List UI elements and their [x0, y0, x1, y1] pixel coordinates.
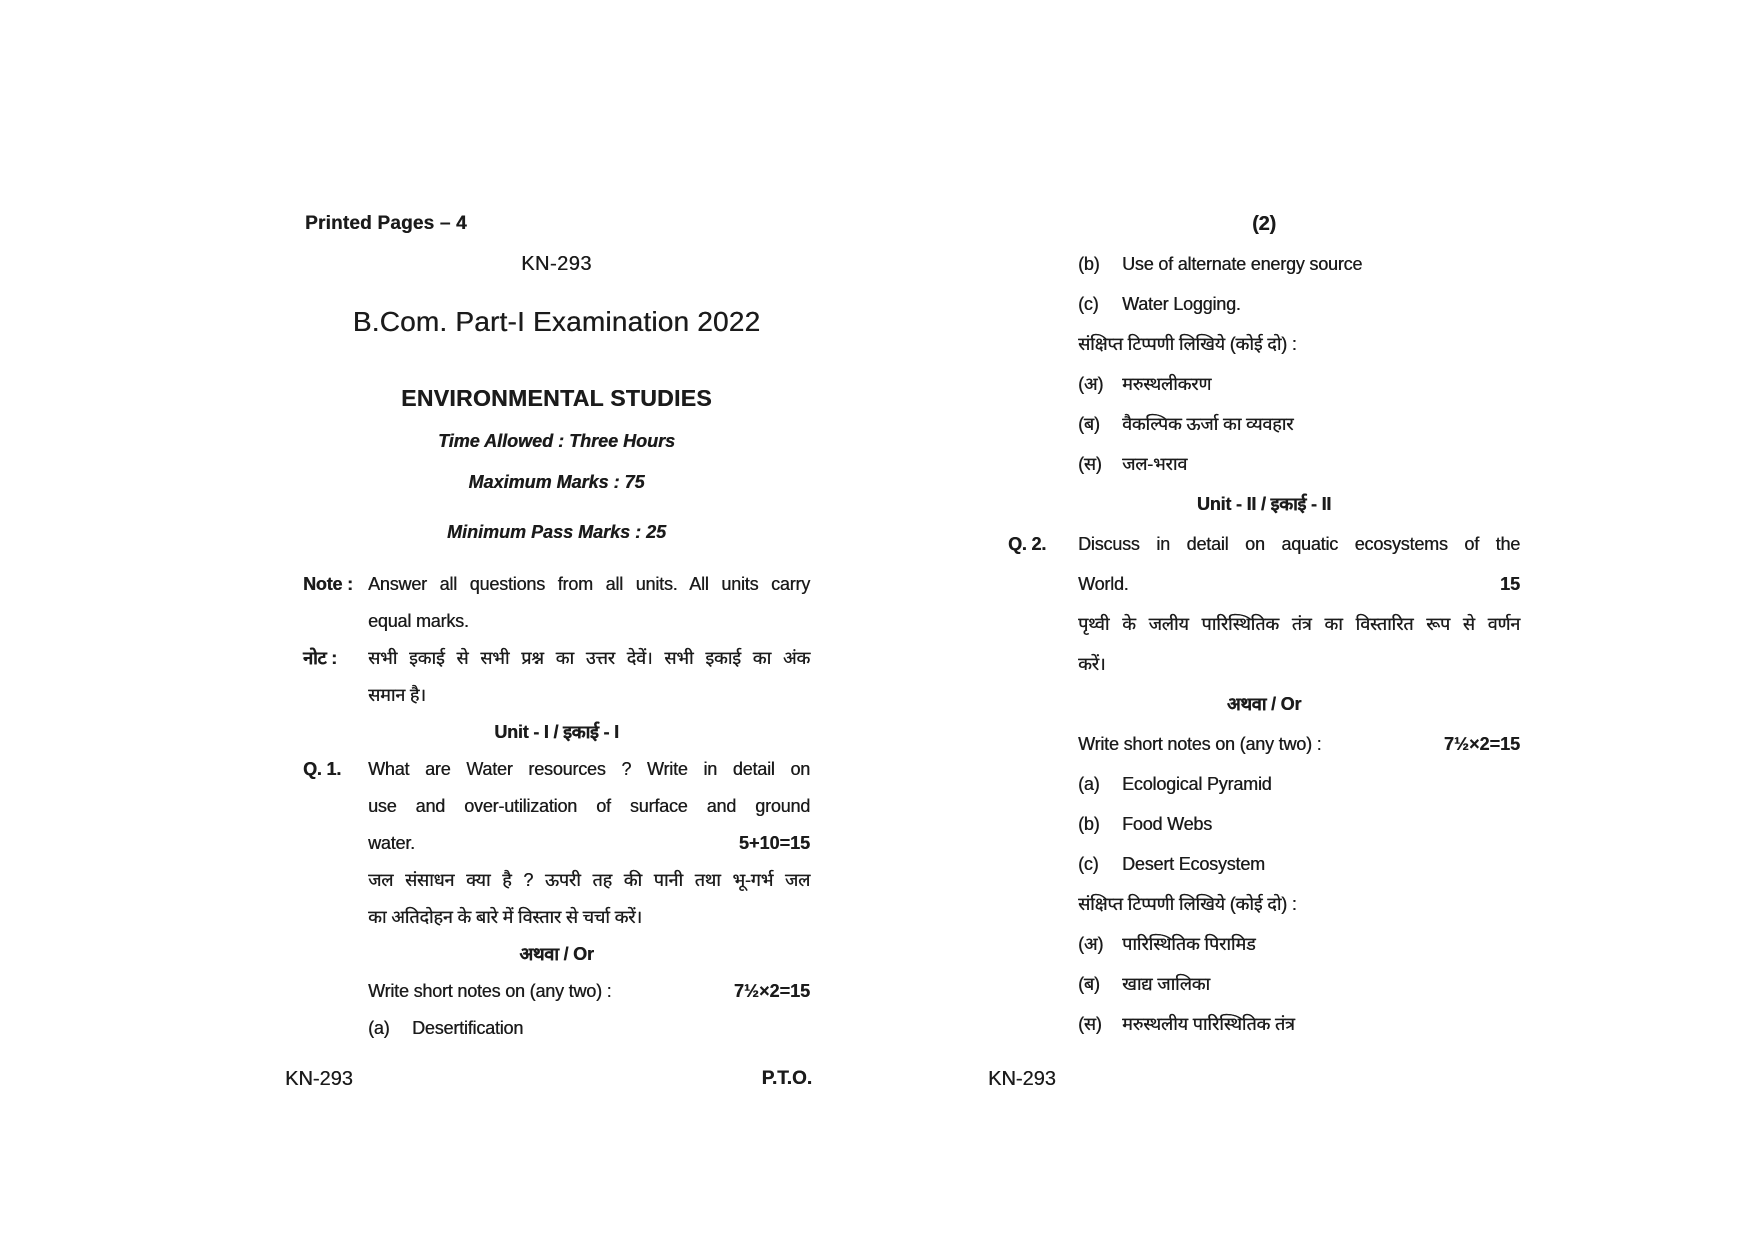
- option-text: पारिस्थितिक पिरामिड: [1122, 934, 1256, 954]
- note-hi-line-2: [303, 677, 810, 714]
- option-text: Ecological Pyramid: [1122, 774, 1272, 794]
- option-label: (c): [1078, 294, 1099, 314]
- right-page: [1008, 204, 1520, 1044]
- question-2-text-1: Discuss in detail on aquatic ecosystems of the: [1078, 534, 1520, 554]
- option-text: Desert Ecosystem: [1122, 854, 1265, 874]
- option-label: (अ): [1078, 934, 1104, 954]
- note-hi-text-1: सभी इकाई से सभी प्रश्न का उत्तर देवें। सभी इकाई का अंक: [368, 648, 810, 668]
- option-item-a-left: [303, 1010, 810, 1047]
- option-text: खाद्य जालिका: [1122, 974, 1210, 994]
- note-en-line-1: [303, 566, 810, 603]
- option-label: (स): [1078, 1014, 1102, 1034]
- or-heading-left: अथवा / Or: [519, 944, 594, 964]
- question-1-hindi-text-1: जल संसाधन क्या है ? ऊपरी तह की पानी तथा भू-गर्भ जल: [368, 870, 810, 890]
- question-2-text-2: World.: [1078, 574, 1129, 594]
- or-heading-right: अथवा / Or: [1226, 694, 1302, 714]
- hindi-option-6: [1008, 1004, 1520, 1044]
- question-1-hindi-text-2: का अतिदोहन के बारे में विस्तार से चर्चा करें।: [368, 907, 642, 927]
- page-number: (2): [1252, 213, 1276, 235]
- short-notes-prompt-left: Write short notes on (any two) :: [368, 981, 612, 1001]
- option-label: (c): [1078, 854, 1099, 874]
- paper-code-header: KN-293: [521, 253, 592, 275]
- option-label: (ब): [1078, 974, 1100, 994]
- question-2-hindi-text-1: पृथ्वी के जलीय पारिस्थितिक तंत्र का विस्तारित रूप से वर्णन: [1078, 614, 1520, 634]
- option-text: जल-भराव: [1122, 454, 1188, 474]
- option-item-a-right: [1008, 764, 1520, 804]
- right-page-footer: [988, 1068, 1056, 1091]
- option-text: Food Webs: [1122, 814, 1212, 834]
- left-page-body: [303, 566, 810, 1047]
- question-2-marks: 15: [1499, 574, 1520, 594]
- hindi-option-3: [1008, 444, 1520, 484]
- note-label-en: Note :: [303, 574, 353, 594]
- option-label: (b): [1078, 254, 1100, 274]
- option-text: मरुस्थलीकरण: [1122, 374, 1212, 394]
- option-item-b-right: [1008, 804, 1520, 844]
- note-en-text-2: equal marks.: [368, 611, 469, 631]
- note-label-hi: नोट :: [303, 648, 337, 668]
- short-notes-prompt-right: Write short notes on (any two) :: [1078, 734, 1322, 754]
- question-2-line-2: [1008, 564, 1520, 604]
- question-2-label: Q. 2.: [1008, 534, 1047, 554]
- hindi-option-5: [1008, 964, 1520, 1004]
- hindi-option-4: [1008, 924, 1520, 964]
- option-text: वैकल्पिक ऊर्जा का व्यवहार: [1122, 414, 1294, 434]
- option-item-c: [1008, 284, 1520, 324]
- option-text: Desertification: [412, 1018, 524, 1038]
- question-1-text-1: What are Water resources ? Write in detail on: [368, 759, 810, 779]
- note-en-text-1: Answer all questions from all units. All units carry: [368, 574, 810, 594]
- subject-title: ENVIRONMENTAL STUDIES: [401, 385, 712, 411]
- question-1-hindi-line-1: [303, 862, 810, 899]
- option-label: (a): [1078, 774, 1100, 794]
- footer-paper-code-left: KN-293: [285, 1068, 353, 1090]
- question-1-text-3: water.: [368, 833, 415, 853]
- pto-label: P.T.O.: [761, 1068, 812, 1089]
- question-1-text-2: use and over-utilization of surface and ground: [368, 796, 810, 816]
- question-1-marks: 5+10=15: [738, 833, 810, 853]
- question-1-line-1: [303, 751, 810, 788]
- short-notes-row-left: [303, 973, 810, 1010]
- hindi-prompt-top: संक्षिप्त टिप्पणी लिखिये (कोई दो) :: [1078, 334, 1297, 354]
- note-hi-line-1: [303, 640, 810, 677]
- unit-2-heading: Unit - II / इकाई - II: [1196, 494, 1332, 514]
- option-label: (a): [368, 1018, 390, 1038]
- printed-pages-label: Printed Pages – 4: [305, 213, 467, 234]
- option-item-b: [1008, 244, 1520, 284]
- option-text: Use of alternate energy source: [1122, 254, 1363, 274]
- short-notes-marks-left: 7½×2=15: [733, 981, 810, 1001]
- hindi-option-1: [1008, 364, 1520, 404]
- question-2-line-1: [1008, 524, 1520, 564]
- note-hi-text-2: समान है।: [368, 685, 426, 705]
- short-notes-marks-right: 7½×2=15: [1443, 734, 1520, 754]
- option-text: मरुस्थलीय पारिस्थितिक तंत्र: [1122, 1014, 1295, 1034]
- option-label: (अ): [1078, 374, 1104, 394]
- question-1-hindi-line-2: [303, 899, 810, 936]
- option-label: (ब): [1078, 414, 1100, 434]
- note-en-line-2: [303, 603, 810, 640]
- minimum-pass-marks: Minimum Pass Marks : 25: [446, 522, 667, 542]
- footer-paper-code-right: KN-293: [988, 1068, 1056, 1090]
- option-item-c-right: [1008, 844, 1520, 884]
- left-page-footer: [285, 1068, 812, 1091]
- exam-title: B.Com. Part-I Examination 2022: [352, 306, 761, 337]
- question-1-line-2: [303, 788, 810, 825]
- short-notes-row-right: [1008, 724, 1520, 764]
- question-1-line-3: [303, 825, 810, 862]
- question-2-hindi-line-2: [1008, 644, 1520, 684]
- unit-1-heading: Unit - I / इकाई - I: [494, 722, 619, 742]
- hindi-prompt-bottom: संक्षिप्त टिप्पणी लिखिये (कोई दो) :: [1078, 894, 1297, 914]
- time-allowed: Time Allowed : Three Hours: [437, 431, 676, 451]
- question-2-hindi-text-2: करें।: [1078, 654, 1106, 674]
- option-label: (स): [1078, 454, 1102, 474]
- question-1-label: Q. 1.: [303, 759, 342, 779]
- option-text: Water Logging.: [1122, 294, 1241, 314]
- hindi-option-2: [1008, 404, 1520, 444]
- question-2-hindi-line-1: [1008, 604, 1520, 644]
- maximum-marks: Maximum Marks : 75: [468, 472, 645, 492]
- option-label: (b): [1078, 814, 1100, 834]
